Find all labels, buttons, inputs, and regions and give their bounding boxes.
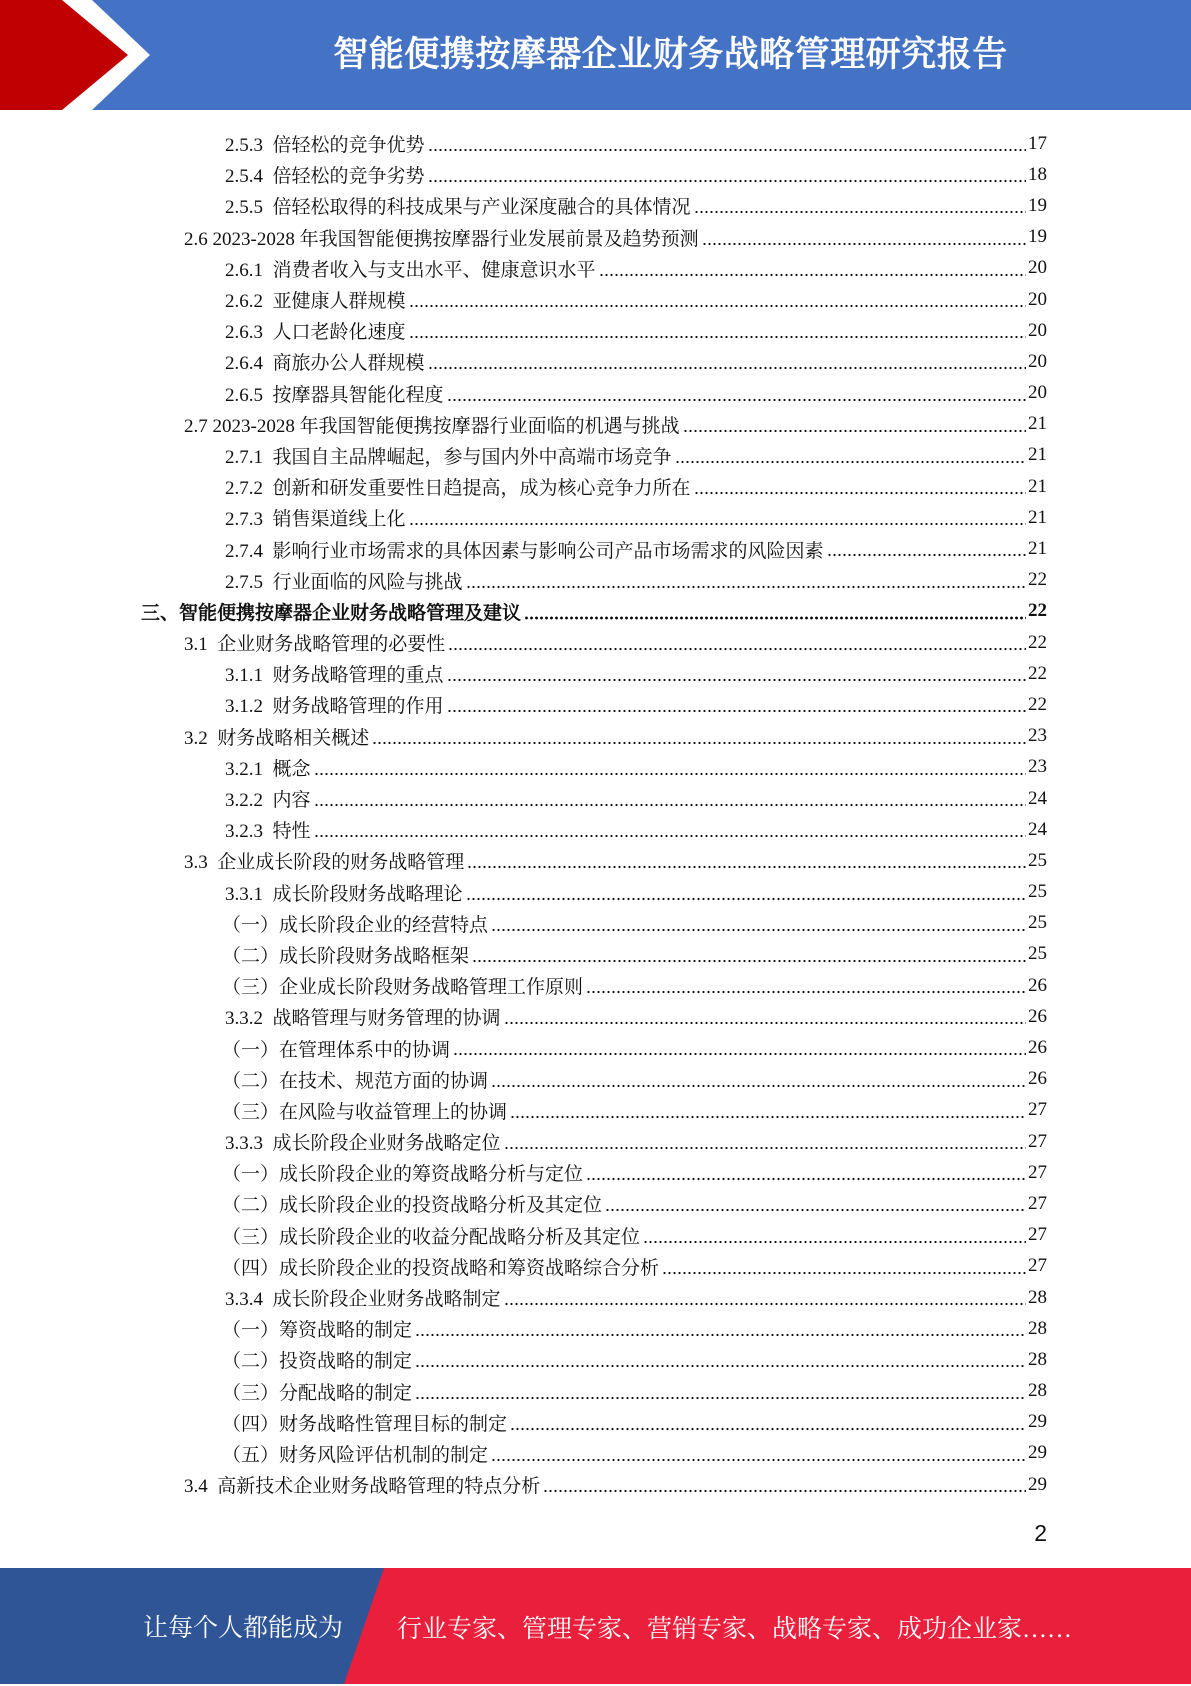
- toc-entry-title: （三）在风险与收益管理上的协调: [222, 1101, 508, 1123]
- dot-leader: [466, 565, 1026, 596]
- toc-entry-page: 19: [1028, 226, 1047, 248]
- toc-entry[interactable]: [0, 1376, 1047, 1407]
- report-title: 智能便携按摩器企业财务战略管理研究报告: [333, 35, 1008, 74]
- toc-entry-page: 25: [1028, 912, 1047, 934]
- dot-leader: [510, 1407, 1026, 1438]
- toc-entry-page: 22: [1028, 569, 1047, 591]
- toc-entry[interactable]: [0, 939, 1047, 970]
- toc-entry[interactable]: [0, 1095, 1047, 1126]
- dot-leader: [447, 689, 1026, 720]
- toc-entry-title: 2.6.4 商旅办公人群规模: [225, 353, 425, 375]
- toc-entry-title: 2.7 2023-2028 年我国智能便携按摩器行业面临的机遇与挑战: [184, 415, 680, 437]
- page-number: 2: [1034, 1520, 1047, 1546]
- toc-entry-page: 27: [1028, 1130, 1047, 1152]
- toc-entry-page: 21: [1028, 413, 1047, 435]
- footer-slogan-tagline: 行业专家、管理专家、营销专家、战略专家、成功企业家……: [397, 1616, 1073, 1643]
- toc-entry-title: 2.6.3 人口老龄化速度: [225, 322, 406, 344]
- toc-entry-page: 25: [1028, 943, 1047, 965]
- toc-entry[interactable]: [0, 627, 1047, 658]
- toc-entry-page: 27: [1028, 1224, 1047, 1246]
- dot-leader: [605, 1188, 1026, 1219]
- toc-entry-page: 28: [1028, 1348, 1047, 1370]
- dot-leader: [599, 253, 1026, 284]
- toc-entry-page: 21: [1028, 538, 1047, 560]
- dot-leader: [491, 1438, 1026, 1469]
- toc-entry[interactable]: [0, 1126, 1047, 1157]
- dot-leader: [415, 1344, 1026, 1375]
- dot-leader: [472, 939, 1026, 970]
- toc-entry[interactable]: [0, 689, 1047, 720]
- toc-entry[interactable]: [0, 190, 1047, 221]
- toc-entry-page: 27: [1028, 1099, 1047, 1121]
- dot-leader: [453, 1032, 1026, 1063]
- toc-entry-title: 3.2.3 特性: [225, 821, 311, 843]
- toc-entry-page: 18: [1028, 163, 1047, 185]
- toc-entry[interactable]: [0, 721, 1047, 752]
- dot-leader: [428, 159, 1026, 190]
- toc-entry[interactable]: [0, 128, 1047, 159]
- toc-entry[interactable]: [0, 1001, 1047, 1032]
- dot-leader: [447, 658, 1026, 689]
- toc-entry-page: 23: [1028, 725, 1047, 747]
- toc-entry-page: 20: [1028, 257, 1047, 279]
- toc-entry-title: 2.6.1 消费者收入与支出水平、健康意识水平: [225, 259, 596, 281]
- toc-entry[interactable]: [0, 1032, 1047, 1063]
- footer-slogan-lead: 让每个人都能成为: [143, 1615, 344, 1642]
- toc-entry-page: 26: [1028, 974, 1047, 996]
- toc-entry-page: 22: [1028, 693, 1047, 715]
- toc-entry[interactable]: [0, 533, 1047, 564]
- dot-leader: [491, 908, 1026, 939]
- dot-leader: [409, 502, 1026, 533]
- toc-entry-page: 29: [1028, 1473, 1047, 1495]
- toc-entry[interactable]: [0, 440, 1047, 471]
- toc-entry[interactable]: [0, 284, 1047, 315]
- toc-entry-title: 3.4 高新技术企业财务战略管理的特点分析: [184, 1476, 541, 1498]
- toc-entry-page: 17: [1028, 132, 1047, 154]
- toc-entry-title: （五）财务风险评估机制的制定: [222, 1444, 489, 1466]
- dot-leader: [415, 1313, 1026, 1344]
- toc-entry[interactable]: [0, 409, 1047, 440]
- toc-entry[interactable]: [0, 1157, 1047, 1188]
- toc-entry[interactable]: [0, 1188, 1047, 1219]
- dot-leader: [524, 596, 1026, 627]
- toc-entry-title: 三、智能便携按摩器企业财务战略管理及建议: [141, 602, 522, 624]
- toc-entry-title: （一）在管理体系中的协调: [222, 1039, 451, 1061]
- toc-entry-page: 19: [1028, 194, 1047, 216]
- dot-leader: [447, 378, 1026, 409]
- toc-entry[interactable]: [0, 315, 1047, 346]
- toc-entry-title: 2.5.4 倍轻松的竞争劣势: [225, 166, 425, 188]
- toc-entry-title: 3.1 企业财务战略管理的必要性: [184, 634, 446, 656]
- toc-entry-title: 3.3.4 成长阶段企业财务战略制定: [225, 1289, 501, 1311]
- dot-leader: [675, 440, 1026, 471]
- toc-entry-title: 2.5.3 倍轻松的竞争优势: [225, 135, 425, 157]
- toc-entry-title: 2.7.4 影响行业市场需求的具体因素与影响公司产品市场需求的风险因素: [225, 540, 824, 562]
- toc-entry-title: 3.3.2 战略管理与财务管理的协调: [225, 1008, 501, 1030]
- toc-entry[interactable]: [0, 565, 1047, 596]
- toc-entry-page: 20: [1028, 350, 1047, 372]
- toc-entry-page: 22: [1028, 600, 1047, 622]
- toc-entry-page: 22: [1028, 662, 1047, 684]
- toc-entry-page: 26: [1028, 1005, 1047, 1027]
- toc-entry-page: 22: [1028, 631, 1047, 653]
- toc-entry-page: 28: [1028, 1286, 1047, 1308]
- toc-entry-title: 2.6 2023-2028 年我国智能便携按摩器行业发展前景及趋势预测: [184, 228, 699, 250]
- toc-entry-title: （二）成长阶段企业的投资战略分析及其定位: [222, 1195, 603, 1217]
- toc-entry[interactable]: [0, 1344, 1047, 1375]
- dot-leader: [314, 814, 1026, 845]
- toc-entry[interactable]: [0, 346, 1047, 377]
- toc-entry[interactable]: [0, 783, 1047, 814]
- toc-entry[interactable]: [0, 658, 1047, 689]
- dot-leader: [466, 877, 1026, 908]
- dot-leader: [372, 721, 1026, 752]
- dot-leader: [702, 222, 1026, 253]
- dot-leader: [491, 1064, 1026, 1095]
- toc-entry[interactable]: [0, 908, 1047, 939]
- toc-entry[interactable]: [0, 877, 1047, 908]
- dot-leader: [694, 190, 1026, 221]
- toc-entry-page: 25: [1028, 849, 1047, 871]
- toc-entry[interactable]: [0, 814, 1047, 845]
- page-footer: [0, 1568, 1191, 1684]
- toc-entry-page: 20: [1028, 382, 1047, 404]
- toc-entry[interactable]: [0, 1313, 1047, 1344]
- dot-leader: [827, 533, 1026, 564]
- toc-entry-title: 3.2 财务战略相关概述: [184, 727, 370, 749]
- toc-entry-title: （四）财务战略性管理目标的制定: [222, 1413, 508, 1435]
- dot-leader: [428, 346, 1026, 377]
- toc-entry[interactable]: [0, 1220, 1047, 1251]
- table-of-contents: [0, 128, 1047, 1500]
- toc-entry-page: 21: [1028, 506, 1047, 528]
- dot-leader: [409, 284, 1026, 315]
- toc-entry-title: （三）企业成长阶段财务战略管理工作原则: [222, 977, 584, 999]
- toc-entry-page: 26: [1028, 1068, 1047, 1090]
- dot-leader: [510, 1095, 1026, 1126]
- toc-entry-title: （一）筹资战略的制定: [222, 1320, 413, 1342]
- dot-leader: [586, 1157, 1026, 1188]
- toc-entry-title: 3.3 企业成长阶段的财务战略管理: [184, 852, 465, 874]
- toc-entry-title: 2.5.5 倍轻松取得的科技成果与产业深度融合的具体情况: [225, 197, 691, 219]
- toc-entry-title: （二）成长阶段财务战略框架: [222, 945, 470, 967]
- toc-entry-title: 3.2.2 内容: [225, 790, 311, 812]
- toc-entry-title: 2.6.2 亚健康人群规模: [225, 291, 406, 313]
- dot-leader: [314, 783, 1026, 814]
- toc-entry[interactable]: [0, 845, 1047, 876]
- toc-entry-page: 29: [1028, 1442, 1047, 1464]
- toc-entry-title: （一）成长阶段企业的经营特点: [222, 914, 489, 936]
- dot-leader: [643, 1220, 1026, 1251]
- toc-entry[interactable]: [0, 1469, 1047, 1500]
- toc-entry-title: 3.1.2 财务战略管理的作用: [225, 696, 444, 718]
- toc-entry-page: 28: [1028, 1380, 1047, 1402]
- dot-leader: [662, 1251, 1026, 1282]
- toc-entry-title: 2.7.3 销售渠道线上化: [225, 509, 406, 531]
- toc-entry[interactable]: [0, 471, 1047, 502]
- dot-leader: [543, 1469, 1026, 1500]
- toc-entry[interactable]: [0, 752, 1047, 783]
- toc-entry[interactable]: [0, 1282, 1047, 1313]
- toc-entry-page: 24: [1028, 787, 1047, 809]
- dot-leader: [694, 471, 1026, 502]
- toc-entry[interactable]: [0, 253, 1047, 284]
- dot-leader: [448, 627, 1026, 658]
- toc-entry-page: 24: [1028, 818, 1047, 840]
- toc-entry-title: 2.6.5 按摩器具智能化程度: [225, 384, 444, 406]
- toc-entry-title: 3.2.1 概念: [225, 758, 311, 780]
- toc-entry[interactable]: [0, 1064, 1047, 1095]
- toc-entry-page: 27: [1028, 1192, 1047, 1214]
- toc-entry[interactable]: [0, 1407, 1047, 1438]
- toc-entry-title: （一）成长阶段企业的筹资战略分析与定位: [222, 1164, 584, 1186]
- dot-leader: [586, 970, 1026, 1001]
- toc-chapter-entry[interactable]: [0, 596, 1047, 627]
- toc-entry[interactable]: [0, 159, 1047, 190]
- dot-leader: [504, 1001, 1026, 1032]
- toc-entry-page: 23: [1028, 756, 1047, 778]
- toc-entry-title: 3.3.3 成长阶段企业财务战略定位: [225, 1133, 501, 1155]
- toc-entry-page: 20: [1028, 288, 1047, 310]
- toc-entry-page: 27: [1028, 1255, 1047, 1277]
- dot-leader: [409, 315, 1026, 346]
- toc-entry-title: （三）成长阶段企业的收益分配战略分析及其定位: [222, 1226, 641, 1248]
- toc-entry-page: 26: [1028, 1037, 1047, 1059]
- toc-entry-title: 3.3.1 成长阶段财务战略理论: [225, 883, 463, 905]
- toc-entry-page: 28: [1028, 1317, 1047, 1339]
- dot-leader: [683, 409, 1026, 440]
- toc-entry-title: （二）在技术、规范方面的协调: [222, 1070, 489, 1092]
- dot-leader: [428, 128, 1026, 159]
- toc-entry[interactable]: [0, 970, 1047, 1001]
- toc-entry[interactable]: [0, 1438, 1047, 1469]
- dot-leader: [415, 1376, 1026, 1407]
- toc-entry[interactable]: [0, 222, 1047, 253]
- dot-leader: [504, 1126, 1026, 1157]
- toc-entry-title: 2.7.1 我国自主品牌崛起，参与国内外中高端市场竞争: [225, 446, 672, 468]
- dot-leader: [314, 752, 1026, 783]
- page-header: [0, 0, 1191, 110]
- toc-entry-title: 2.7.5 行业面临的风险与挑战: [225, 571, 463, 593]
- toc-entry-page: 29: [1028, 1411, 1047, 1433]
- toc-entry-title: （三）分配战略的制定: [222, 1382, 413, 1404]
- dot-leader: [467, 845, 1026, 876]
- dot-leader: [504, 1282, 1026, 1313]
- toc-entry-page: 20: [1028, 319, 1047, 341]
- toc-entry[interactable]: [0, 378, 1047, 409]
- toc-entry-page: 25: [1028, 881, 1047, 903]
- toc-entry-title: 3.1.1 财务战略管理的重点: [225, 665, 444, 687]
- toc-entry-title: （二）投资战略的制定: [222, 1351, 413, 1373]
- toc-entry-page: 21: [1028, 475, 1047, 497]
- toc-entry-title: （四）成长阶段企业的投资战略和筹资战略综合分析: [222, 1257, 660, 1279]
- toc-entry-page: 27: [1028, 1161, 1047, 1183]
- toc-entry[interactable]: [0, 502, 1047, 533]
- toc-entry[interactable]: [0, 1251, 1047, 1282]
- toc-entry-title: 2.7.2 创新和研发重要性日趋提高，成为核心竞争力所在: [225, 478, 691, 500]
- toc-entry-page: 21: [1028, 444, 1047, 466]
